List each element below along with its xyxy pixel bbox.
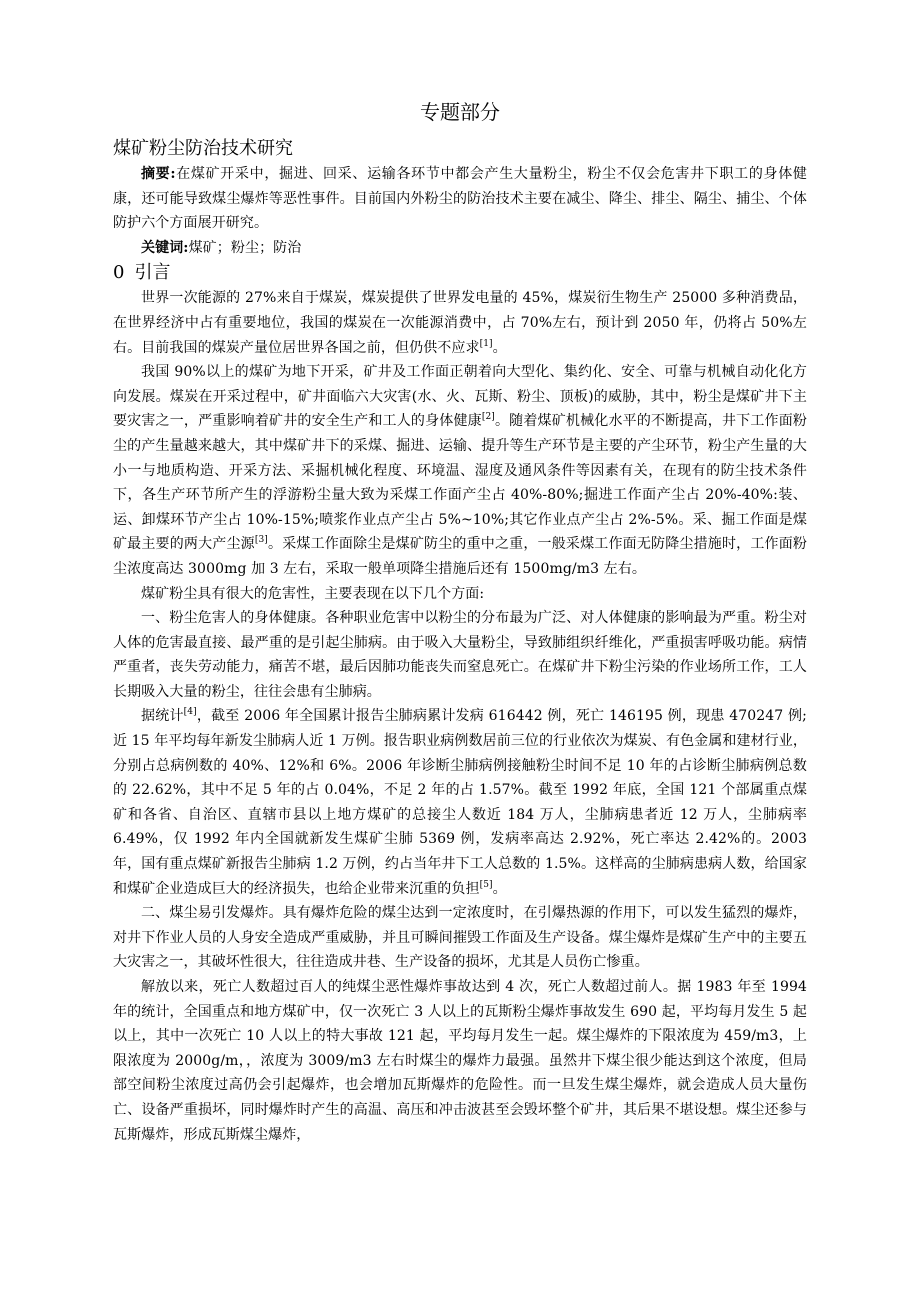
paragraph-2-text-a: 我国 90%以上的煤矿为地下开采，矿井及工作面正朝着向大型化、集约化、安全、可靠与机械自动化化方向发展。煤炭在开采过程中，矿井面临六大灾害(水、火、瓦斯、粉尘、顶板)的威胁，其中，粉尘是煤矿井下主要灾害之一，严重影响着矿井的安全生产和工人的身体健康 [113, 364, 807, 430]
intro-title: 引言 [134, 262, 171, 284]
section-title: 专题部分 [420, 100, 500, 124]
paragraph-5-text-b: ，截至 2006 年全国累计报告尘肺病累计发病 616442 例，死亡 146195 例，现患 470247 例;近 15 年平均每年新发尘肺病人近 1 万例。报告职业病例数居前三位的行业依次为煤炭、有色金属和建材行业，分别占总病例数的 40%、12%和 6%。2006 年诊断尘肺病例接触粉尘时间不足 10 年的占诊断尘肺病例总数的 22.62%，其中不足 5 年的占 0.04%，不足 2 年的占 1.57%。截至 1992 年底，全国 121 个部属重点煤矿和各省、自治区、直辖市县以上地方煤矿的总接尘人数近 184 万人，尘肺病患者近 12 万人，尘肺病率 6.49%，仅 1992 年内全国就新发生煤矿尘肺 5369 例，发病率高达 2.92%，死亡率达 2.42%的。2003 年，国有重点煤矿新报告尘肺病 1.2 万例，约占当年井下工人总数的 1.5%。这样高的尘肺病患病人数，给国家和煤矿企业造成巨大的经济损失，也给企业带来沉重的负担 [113, 708, 807, 897]
keywords-label: 关键词: [141, 239, 189, 256]
citation-4: [4] [183, 707, 197, 718]
citation-1: [1] [479, 338, 493, 349]
document-page [113, 96, 807, 1147]
abstract-text: 在煤矿开采中，掘进、回采、运输各环节中都会产生大量粉尘，粉尘不仅会危害井下职工的身体健康，还可能导致煤尘爆炸等恶性事件。目前国内外粉尘的防治技术主要在减尘、降尘、排尘、隔尘、捕尘、个体防护六个方面展开研究。 [113, 166, 807, 232]
paragraph-2 [113, 360, 807, 581]
paragraph-2-text-c: 。采煤工作面除尘是煤矿防尘的重中之重，一般采煤工作面无防降尘措施时，工作面粉尘浓度高达 3000mg 加 3 左右，采取一般单项降尘措施后还有 1500mg/m3 左右。 [113, 536, 807, 577]
citation-2: [2] [481, 412, 495, 423]
paragraph-5 [113, 704, 807, 901]
intro-heading [113, 260, 807, 286]
intro-number: 0 [113, 262, 125, 284]
paragraph-5-end: 。 [492, 880, 507, 897]
citation-3: [3] [254, 535, 268, 546]
keywords [113, 236, 807, 261]
paragraph-7: 解放以来，死亡人数超过百人的纯煤尘恶性爆炸事故达到 4 次，死亡人数超过前人。据 1983 年至 1994 年的统计，全国重点和地方煤矿中，仅一次死亡 3 人以上的瓦斯粉尘爆炸事故发生 690 起，平均每月发生 5 起以上，其中一次死亡 10 人以上的特大事故 121 起，平均每月发生一起。煤尘爆炸的下限浓度为 459/m3，上限浓度为 2000g/m，，浓度为 3009/m3 左右时煤尘的爆炸力最强。虽然井下煤尘很少能达到这个浓度，但局部空间粉尘浓度过高仍会引起爆炸，也会增加瓦斯爆炸的危险性。而一旦发生煤尘爆炸，就会造成人员大量伤亡、设备严重损坏，同时爆炸时产生的高温、高压和冲击波甚至会毁坏整个矿井，其后果不堪设想。煤尘还参与瓦斯爆炸，形成瓦斯煤尘爆炸， [113, 979, 807, 1143]
paragraph-6: 二、煤尘易引发爆炸。具有爆炸危险的煤尘达到一定浓度时，在引爆热源的作用下，可以发生猛烈的爆炸，对井下作业人员的人身安全造成严重威胁，并且可瞬间摧毁工作面及生产设备。煤尘爆炸是煤矿生产中的主要五大灾害之一，其破坏性很大，往往造成井巷、生产设备的损坏，尤其是人员伤亡惨重。 [113, 905, 807, 971]
paragraph-4: 一、粉尘危害人的身体健康。各种职业危害中以粉尘的分布最为广泛、对人体健康的影响最为严重。粉尘对人体的危害最直接、最严重的是引起尘肺病。由于吸入大量粉尘，导致肺组织纤维化，严重损害呼吸功能。病情严重者，丧失劳动能力，痛苦不堪，最后因肺功能丧失而窒息死亡。在煤矿井下粉尘污染的作业场所工作，工人长期吸入大量的粉尘，往往会患有尘肺病。 [113, 610, 807, 700]
paragraph-2-text-b: 。随着煤矿机械化水平的不断提高，井下工作面粉尘的产生量越来越大，其中煤矿井下的采煤、掘进、运输、提升等生产环节是主要的产尘环节，粉尘产生量的大小一与地质构造、开采方法、采掘机械化程度、环境温、湿度及通风条件等因素有关，在现有的防尘技术条件下，各生产环节所产生的浮游粉尘量大致为采煤工作面产尘占 40%-80%;掘进工作面产尘占 20%-40%:装、运、卸煤环节产尘占 10%-15%;喷浆作业点产尘占 5%~10%;其它作业点产尘占 2%-5%。采、掘工作面是煤矿最主要的两大产尘源 [113, 413, 807, 553]
abstract [113, 162, 807, 236]
paper-title: 煤矿粉尘防治技术研究 [113, 138, 293, 159]
paragraph-1 [113, 286, 807, 360]
paragraph-3: 煤矿粉尘具有很大的危害性，主要表现在以下几个方面: [141, 585, 485, 602]
abstract-label: 摘要: [141, 166, 176, 182]
paragraph-5-text-a: 据统计 [141, 708, 184, 725]
paragraph-1-text: 世界一次能源的 27%来自于煤炭，煤炭提供了世界发电量的 45%，煤炭衍生物生产 25000 多种消费品，在世界经济中占有重要地位，我国的煤炭在一次能源消费中，占 70%左右，预计到 2050 年，仍将占 50%左右。目前我国的煤炭产量位居世界各国之前，但仍供不应求 [113, 290, 807, 356]
citation-5: [5] [479, 879, 493, 890]
paragraph-1-end: 。 [492, 339, 507, 356]
keywords-text: 煤矿；粉尘；防治 [188, 239, 302, 256]
